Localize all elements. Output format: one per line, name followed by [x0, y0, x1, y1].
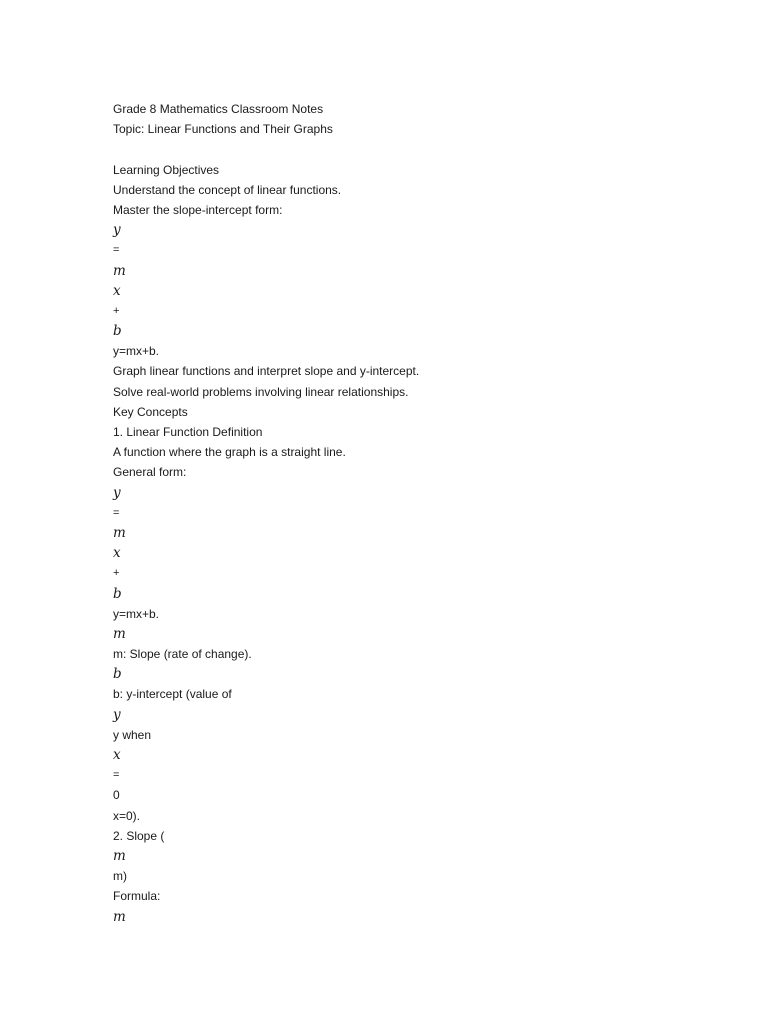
objective-item: Understand the concept of linear functions. — [113, 182, 342, 197]
definition-text: y when — [113, 727, 152, 742]
math-symbol-x: x — [113, 282, 121, 299]
math-symbol-plus: + — [113, 567, 120, 580]
blank-line — [113, 139, 673, 159]
equation-text: x=0). — [113, 808, 141, 823]
math-symbol-b: b — [113, 666, 122, 683]
definition-text: b: y-intercept (value of — [113, 687, 232, 702]
math-symbol-equals: = — [113, 506, 120, 519]
objective-item: Graph linear functions and interpret slope and y-intercept. — [113, 364, 420, 379]
math-number-zero: 0 — [113, 788, 120, 803]
document-title: Grade 8 Mathematics Classroom Notes — [113, 102, 324, 116]
math-symbol-plus: + — [113, 304, 120, 317]
equation-text: y=mx+b. — [113, 606, 160, 621]
equation-text: y=mx+b. — [113, 344, 160, 359]
objective-item: Solve real-world problems involving linear relationships. — [113, 384, 409, 399]
document-body — [113, 99, 673, 927]
math-symbol-equals: = — [113, 769, 120, 782]
key-concepts-heading: Key Concepts — [113, 404, 188, 419]
math-symbol-m: m — [113, 847, 126, 864]
math-symbol-x: x — [113, 747, 121, 763]
math-symbol-m: m — [113, 524, 126, 541]
math-symbol-b: b — [113, 585, 122, 602]
math-symbol-y: y — [113, 484, 121, 501]
math-symbol-m: m — [113, 625, 126, 642]
document-topic: Topic: Linear Functions and Their Graphs — [113, 122, 333, 137]
math-symbol-y: y — [113, 706, 121, 723]
section-text: General form: — [113, 465, 187, 480]
math-symbol-m: m — [113, 262, 126, 279]
objective-item: Master the slope-intercept form: — [113, 202, 283, 217]
section-text: A function where the graph is a straight line. — [113, 445, 346, 460]
section-heading: 1. Linear Function Definition — [113, 425, 263, 439]
definition-text: m: Slope (rate of change). — [113, 647, 252, 662]
math-symbol-b: b — [113, 323, 122, 340]
formula-label: Formula: — [113, 889, 161, 904]
objectives-heading: Learning Objectives — [113, 162, 220, 177]
math-symbol-m: m — [113, 908, 126, 925]
math-symbol-y: y — [113, 222, 121, 239]
section-text: m) — [113, 869, 127, 884]
math-symbol-x: x — [113, 545, 121, 562]
math-symbol-equals: = — [113, 244, 120, 257]
section-heading: 2. Slope ( — [113, 828, 165, 843]
